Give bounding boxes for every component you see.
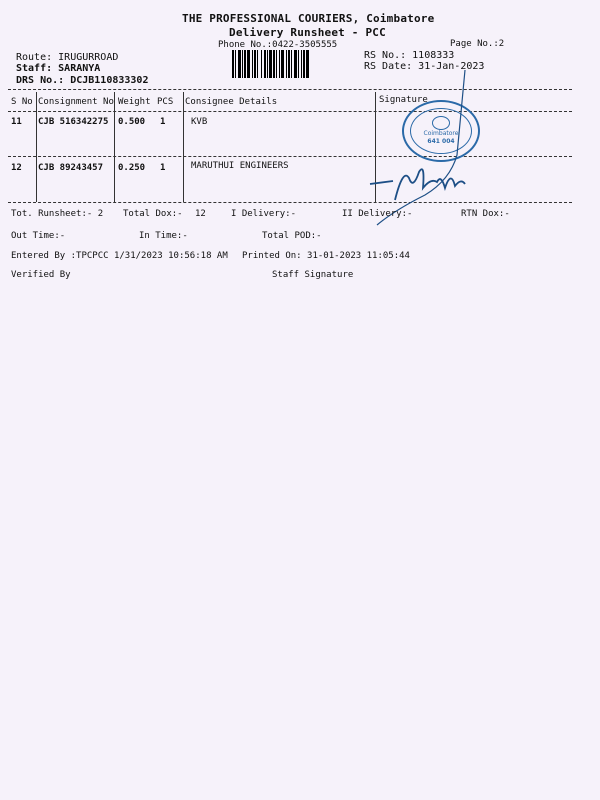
- row-2-consignee: MARUTHUI ENGINEERS: [191, 161, 289, 171]
- row-1-consignee: KVB: [191, 117, 208, 127]
- staff-field: [16, 63, 100, 74]
- staff-label: Staff:: [16, 63, 53, 74]
- header-consignment: Consignment No: [38, 97, 114, 107]
- rtn-dox: RTN Dox:-: [461, 209, 510, 219]
- total-dox-label: Total Dox:-: [123, 209, 183, 219]
- verified-by: Verified By: [11, 270, 71, 280]
- printed-on: Printed On: 31-01-2023 11:05:44: [242, 251, 410, 261]
- row-2-consignment: CJB 89243457: [38, 163, 104, 173]
- column-divider: [114, 92, 115, 202]
- company-title: THE PROFESSIONAL COURIERS, Coimbatore: [182, 12, 435, 25]
- column-divider: [36, 92, 37, 202]
- staff-signature: Staff Signature: [272, 270, 354, 280]
- barcode: [232, 50, 352, 78]
- header-sno: S No: [11, 97, 33, 107]
- row-1-sno: 11: [11, 117, 22, 127]
- drs-label: DRS No.:: [16, 75, 65, 86]
- header-consignee: Consignee Details: [185, 97, 278, 107]
- drs-field: [16, 75, 148, 86]
- rs-number: RS No.: 1108333: [364, 50, 455, 61]
- row-1-pcs: 1: [160, 117, 166, 127]
- page-number: Page No.:2: [450, 39, 505, 49]
- stamp-pincode: 641 004: [427, 138, 455, 145]
- phone-number: Phone No.:0422-3505555: [218, 40, 338, 50]
- entered-by: Entered By :TPCPCC 1/31/2023 10:56:18 AM: [11, 251, 228, 261]
- rs-date: RS Date: 31-Jan-2023: [364, 61, 485, 72]
- out-time: Out Time:-: [11, 231, 66, 241]
- row-2-pcs: 1: [160, 163, 166, 173]
- row-2-sno: 12: [11, 163, 22, 173]
- tot-runsheet: Tot. Runsheet:- 2: [11, 209, 104, 219]
- runsheet-subtitle: Delivery Runsheet - PCC: [229, 26, 386, 39]
- stamp-city: Coimbatore: [423, 130, 459, 137]
- header-pcs: PCS: [157, 97, 174, 107]
- drs-value: DCJB110833302: [70, 75, 149, 86]
- route-field: [16, 52, 118, 63]
- row-1-consignment: CJB 516342275: [38, 117, 109, 127]
- staff-value: SARANYA: [58, 63, 101, 74]
- in-time: In Time:-: [139, 231, 188, 241]
- route-label: Route:: [16, 52, 53, 63]
- row-1-weight: 0.500: [118, 117, 146, 127]
- handwritten-signature: [365, 60, 495, 230]
- ii-delivery: II Delivery:-: [342, 209, 413, 219]
- header-weight: Weight: [118, 97, 151, 107]
- total-pod: Total POD:-: [262, 231, 322, 241]
- total-dox-value: 12: [195, 209, 206, 219]
- row-2-weight: 0.250: [118, 163, 146, 173]
- column-divider: [183, 92, 184, 202]
- route-value: IRUGURROAD: [58, 52, 119, 63]
- i-delivery: I Delivery:-: [231, 209, 297, 219]
- header-signature: Signature: [379, 95, 428, 105]
